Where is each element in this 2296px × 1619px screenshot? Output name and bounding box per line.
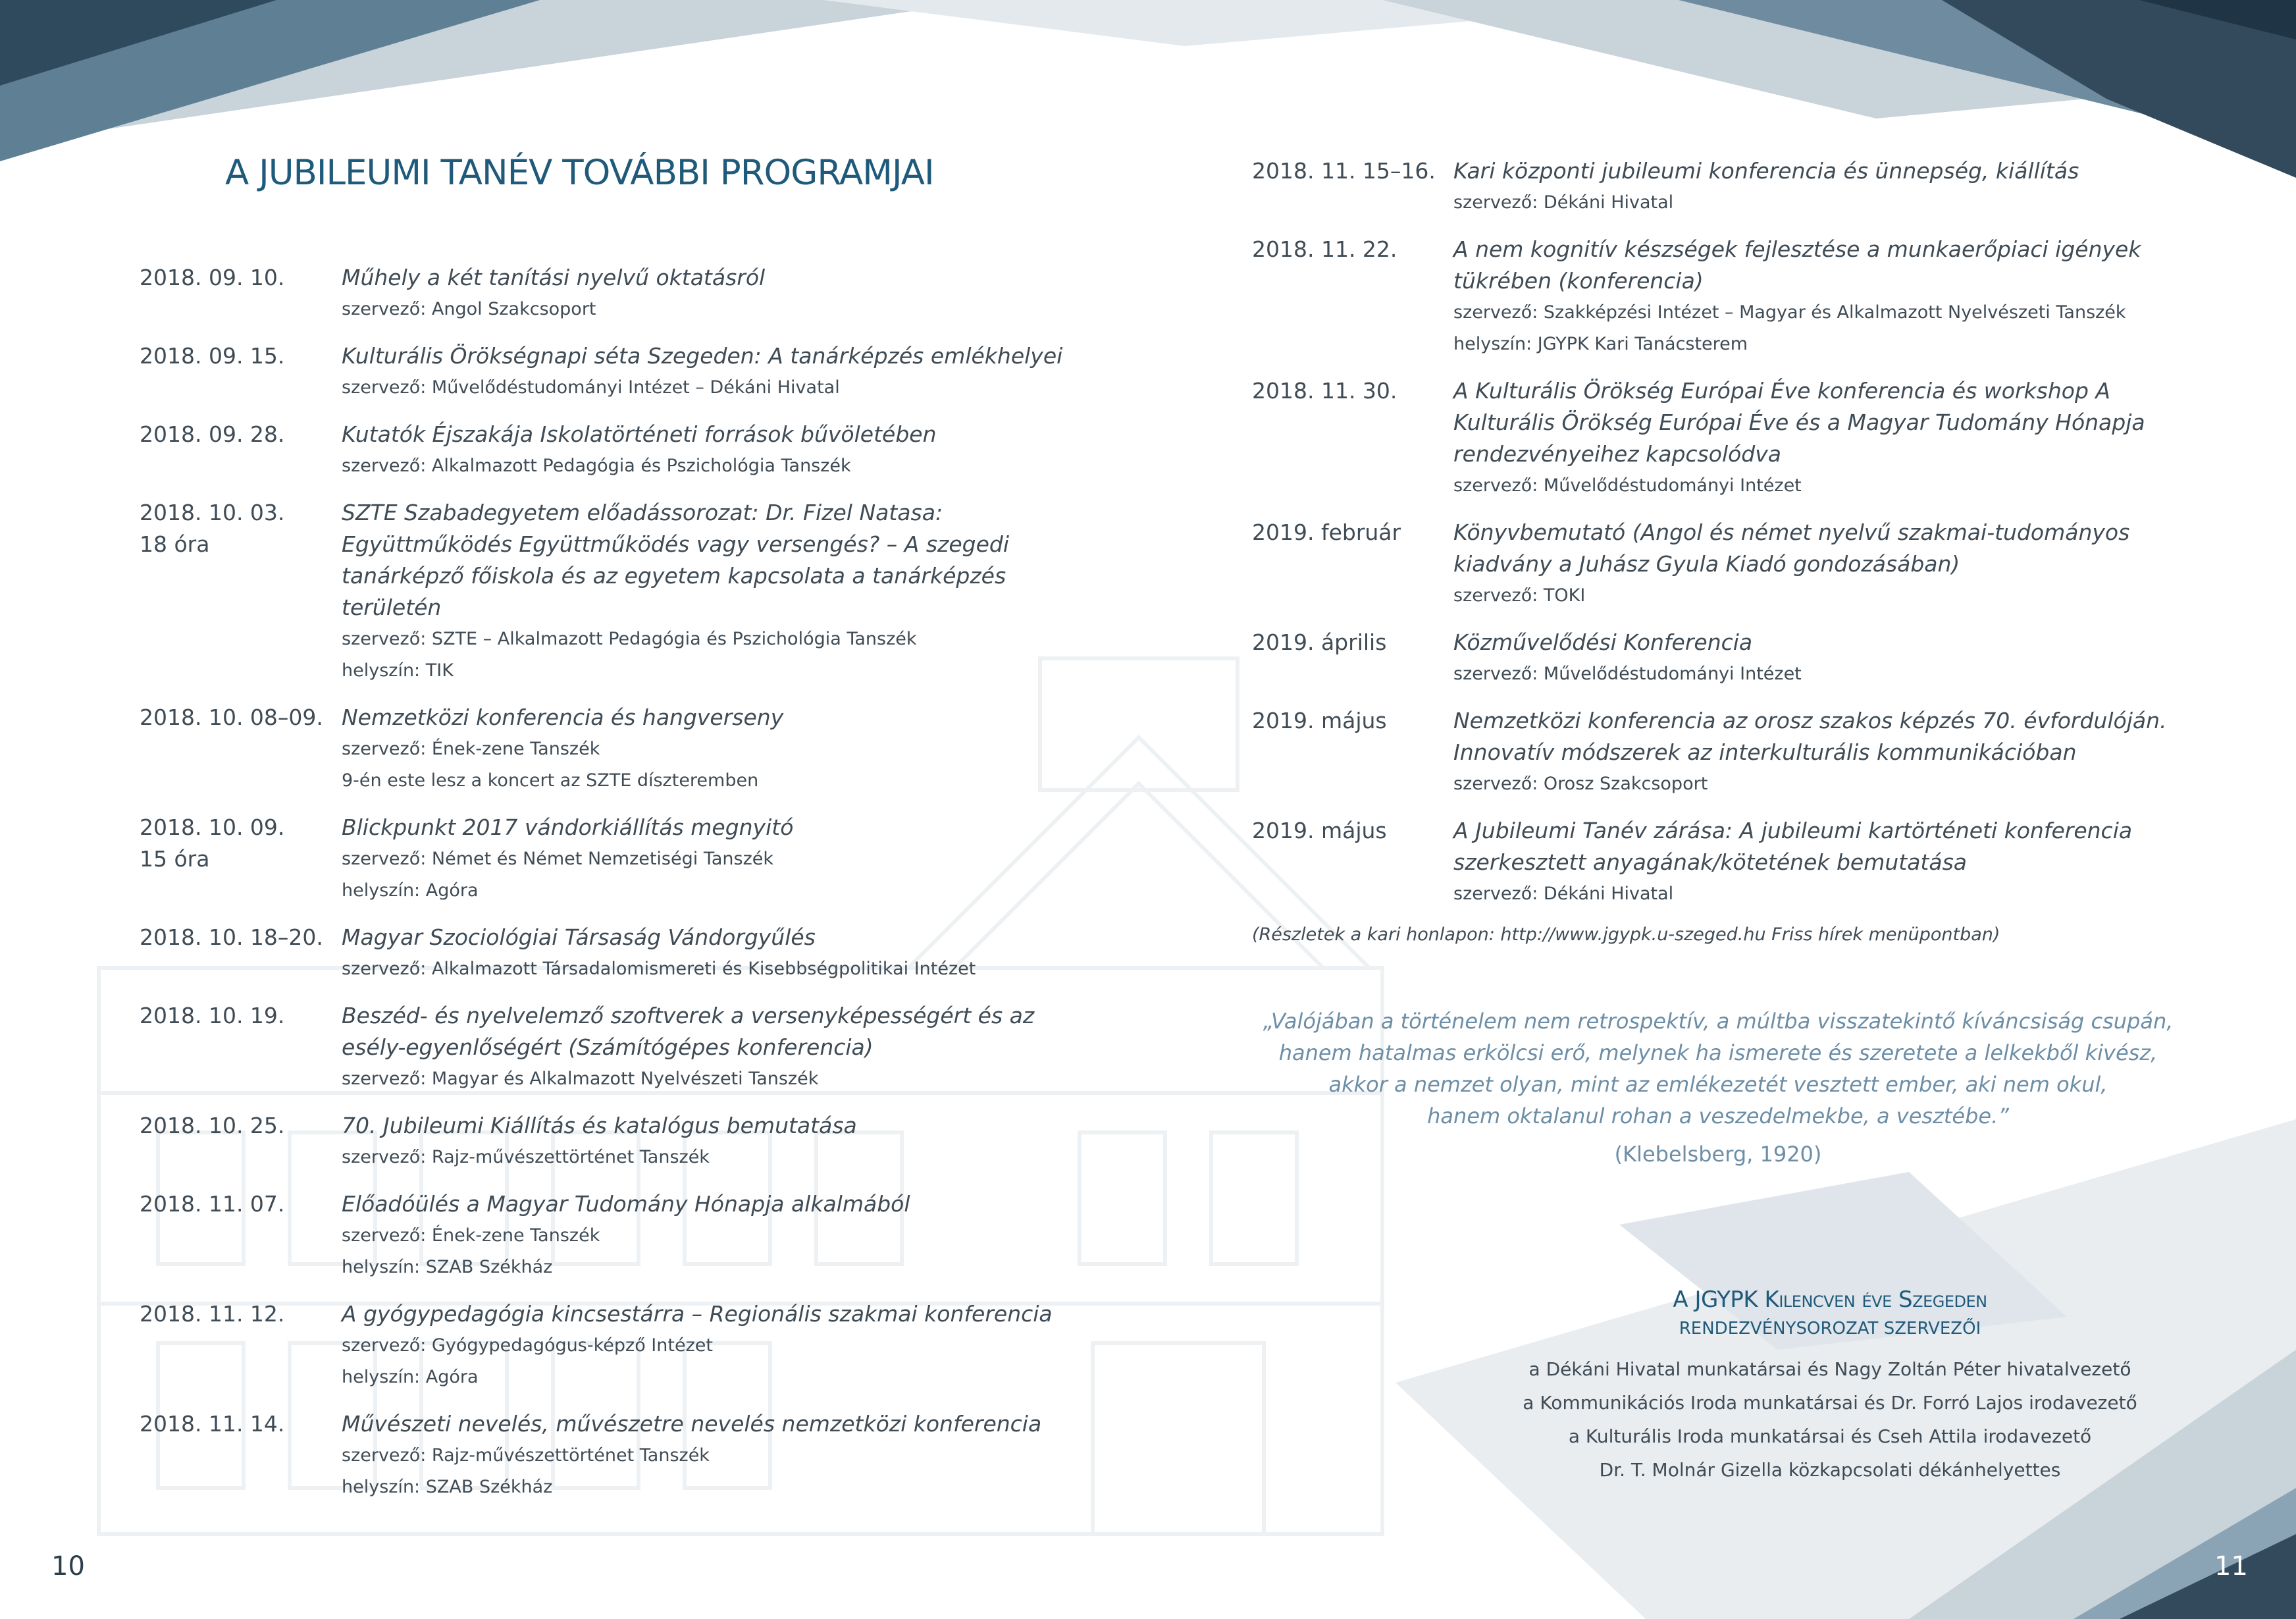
event-item <box>140 702 1074 797</box>
event-item <box>140 340 1074 404</box>
right-event-list <box>1252 155 2174 925</box>
event-title: Blickpunkt 2017 vándorkiállítás megnyitó <box>342 814 794 840</box>
quote-line: „Valójában a történelem nem retrospektív, a múltba visszatekintő kíváncsiság csupán, <box>1263 1009 2174 1034</box>
event-date-line: 2018. 10. 08–09. <box>140 704 323 730</box>
event-item <box>140 1408 1074 1503</box>
quote-source: (Klebelsberg, 1920) <box>1614 1142 1822 1167</box>
event-body <box>342 1298 1074 1393</box>
event-item <box>1252 705 2174 800</box>
event-body <box>1453 155 2174 219</box>
event-date <box>1252 627 1453 690</box>
event-item <box>140 262 1074 325</box>
event-date-line: 2019. február <box>1252 519 1401 545</box>
event-detail: szervező: Magyar és Alkalmazott Nyelvészeti Tanszék <box>342 1069 819 1089</box>
event-title: Előadóülés a Magyar Tudomány Hónapja alkalmából <box>342 1191 910 1217</box>
event-detail: szervező: Dékáni Hivatal <box>1453 884 1674 904</box>
quote-line: hanem oktalanul rohan a veszedelmekbe, a vesztébe.” <box>1427 1103 2009 1128</box>
event-date-line: 2018. 10. 03. <box>140 500 285 525</box>
event-item <box>1252 234 2174 360</box>
event-date <box>140 419 342 482</box>
event-date-line: 2018. 11. 30. <box>1252 378 1397 404</box>
organizer-line: a Dékáni Hivatal munkatársai és Nagy Zoltán Péter hivatalvezető <box>1528 1358 2131 1380</box>
event-body <box>1453 627 2174 690</box>
event-title: Könyvbemutató (Angol és német nyelvű szakmai-tudományos kiadvány a Juhász Gyula Kiadó gondozásában) <box>1453 519 2130 577</box>
event-title: A nem kognitív készségek fejlesztése a munkaerőpiaci igények tükrében (konferencia) <box>1453 236 2141 294</box>
event-date <box>140 1408 342 1503</box>
event-date-line: 2018. 11. 12. <box>140 1301 285 1327</box>
event-body <box>1453 517 2174 612</box>
event-title: Kari központi jubileumi konferencia és ünnepség, kiállítás <box>1453 158 2079 184</box>
event-item <box>1252 155 2174 219</box>
event-body <box>342 812 1074 907</box>
event-date-line: 18 óra <box>140 531 210 557</box>
event-date-line: 2018. 11. 15–16. <box>1252 158 1436 184</box>
event-date <box>1252 234 1453 360</box>
event-title: Művészeti nevelés, művészetre nevelés nemzetközi konferencia <box>342 1411 1042 1437</box>
organizer-line: Dr. T. Molnár Gizella közkapcsolati dékánhelyettes <box>1599 1459 2061 1481</box>
event-date <box>140 1110 342 1173</box>
event-detail: szervező: TOKI <box>1453 585 1586 606</box>
event-date-line: 2018. 11. 07. <box>140 1191 285 1217</box>
event-title: A Kulturális Örökség Európai Éve konferencia és workshop A Kulturális Örökség Európai Éve és a Magyar Tudomány Hónapja rendezvényeihez kapcsolódva <box>1453 378 2145 467</box>
event-date-line: 2018. 10. 18–20. <box>140 924 323 950</box>
event-detail: helyszín: TIK <box>342 660 454 681</box>
event-title: Magyar Szociológiai Társaság Vándorgyűlés <box>342 924 816 950</box>
event-date <box>140 262 342 325</box>
event-date <box>1252 155 1453 219</box>
event-detail: helyszín: SZAB Székház <box>342 1477 553 1497</box>
event-item <box>140 1110 1074 1173</box>
event-date-line: 2018. 09. 10. <box>140 265 285 290</box>
event-item <box>140 812 1074 907</box>
event-body <box>342 262 1074 325</box>
event-body <box>342 1110 1074 1173</box>
event-date <box>1252 517 1453 612</box>
page-number-left: 10 <box>51 1551 85 1581</box>
event-detail: szervező: Rajz-művészettörténet Tanszék <box>342 1445 710 1466</box>
event-date-line: 2018. 11. 14. <box>140 1411 285 1437</box>
event-detail: 9-én este lesz a koncert az SZTE díszteremben <box>342 770 759 791</box>
event-body <box>342 1000 1074 1095</box>
event-date <box>140 340 342 404</box>
event-title: Nemzetközi konferencia az orosz szakos képzés 70. évfordulóján. Innovatív módszerek az interkulturális kommunikációban <box>1453 708 2167 765</box>
event-title: Kulturális Örökségnapi séta Szegeden: A tanárképzés emlékhelyei <box>342 343 1063 369</box>
event-detail: szervező: Művelődéstudományi Intézet <box>1453 664 1802 684</box>
event-item <box>140 1000 1074 1095</box>
footnote: (Részletek a kari honlapon: http://www.jgypk.u-szeged.hu Friss hírek menüpontban) <box>1252 924 2000 945</box>
event-item <box>140 1298 1074 1393</box>
event-date-line: 2018. 10. 09. <box>140 814 285 840</box>
event-body <box>1453 705 2174 800</box>
event-title: 70. Jubileumi Kiállítás és katalógus bemutatása <box>342 1113 857 1138</box>
event-item <box>1252 517 2174 612</box>
left-event-list <box>140 262 1074 1518</box>
event-date <box>140 1000 342 1095</box>
event-title: A Jubileumi Tanév zárása: A jubileumi kartörténeti konferencia szerkesztett anyagának/kötetének bemutatása <box>1453 818 2133 875</box>
event-title: Kutatók Éjszakája Iskolatörténeti források bűvöletében <box>342 421 937 447</box>
organizers-block <box>1474 1284 2185 1487</box>
organizers-subheading: RENDEZVÉNYSOROZAT SZERVEZŐI <box>1679 1319 1981 1339</box>
event-item <box>140 497 1074 687</box>
event-date-line: 2018. 11. 22. <box>1252 236 1397 262</box>
event-detail: szervező: Alkalmazott Társadalomismereti és Kisebbségpolitikai Intézet <box>342 959 976 979</box>
event-date-line: 2018. 09. 28. <box>140 421 285 447</box>
event-date <box>140 1298 342 1393</box>
event-body <box>342 419 1074 482</box>
event-date <box>140 812 342 907</box>
event-date-line: 2018. 09. 15. <box>140 343 285 369</box>
event-detail: szervező: Művelődéstudományi Intézet <box>1453 475 1802 496</box>
event-detail: szervező: Ének-zene Tanszék <box>342 739 600 759</box>
event-body <box>342 497 1074 687</box>
event-item <box>1252 375 2174 502</box>
event-date <box>1252 815 1453 910</box>
quote-line: hanem hatalmas erkölcsi erő, melynek ha ismerete és szeretete a lelkekből kivész, <box>1278 1040 2158 1065</box>
quote-line: akkor a nemzet olyan, mint az emlékezetét vesztett ember, aki nem okul, <box>1328 1072 2108 1097</box>
event-detail: szervező: Orosz Szakcsoport <box>1453 774 1708 794</box>
event-detail: szervező: Angol Szakcsoport <box>342 299 596 319</box>
event-detail: helyszín: Agóra <box>342 1367 479 1387</box>
event-body <box>1453 815 2174 910</box>
page-title: A JUBILEUMI TANÉV TOVÁBBI PROGRAMJAI <box>225 153 934 193</box>
organizer-line: a Kulturális Iroda munkatársai és Cseh Attila irodavezető <box>1568 1425 2092 1447</box>
event-date <box>140 497 342 687</box>
event-detail: szervező: Dékáni Hivatal <box>1453 192 1674 213</box>
event-date <box>1252 705 1453 800</box>
event-item <box>1252 815 2174 910</box>
organizers-heading: A JGYPK Kilencven éve Szegeden <box>1673 1287 1987 1313</box>
event-detail: szervező: Német és Német Nemzetiségi Tanszék <box>342 849 774 869</box>
event-title: Nemzetközi konferencia és hangverseny <box>342 704 784 730</box>
event-detail: helyszín: SZAB Székház <box>342 1257 553 1277</box>
event-title: Közművelődési Konferencia <box>1453 629 1753 655</box>
event-detail: szervező: SZTE – Alkalmazott Pedagógia és Pszichológia Tanszék <box>342 629 917 649</box>
event-date-line: 2018. 10. 25. <box>140 1113 285 1138</box>
event-body <box>1453 234 2174 360</box>
event-item <box>140 419 1074 482</box>
event-date-line: 2018. 10. 19. <box>140 1003 285 1028</box>
event-item <box>1252 627 2174 690</box>
event-title: Műhely a két tanítási nyelvű oktatásról <box>342 265 766 290</box>
event-body <box>342 1188 1074 1283</box>
event-detail: szervező: Szakképzési Intézet – Magyar és Alkalmazott Nyelvészeti Tanszék <box>1453 302 2126 323</box>
event-date-line: 2019. május <box>1252 708 1387 733</box>
event-detail: helyszín: JGYPK Kari Tanácsterem <box>1453 334 1748 354</box>
event-title: SZTE Szabadegyetem előadássorozat: Dr. Fizel Natasa: Együttműködés Együttműködés vagy versengés? – A szegedi tanárképző főiskola és az egyetem kapcsolata a tanárképzés területén <box>342 500 1010 620</box>
event-detail: szervező: Ének-zene Tanszék <box>342 1225 600 1246</box>
event-detail: szervező: Alkalmazott Pedagógia és Pszichológia Tanszék <box>342 456 851 476</box>
page-number-right: 11 <box>2214 1551 2248 1581</box>
event-detail: helyszín: Agóra <box>342 880 479 901</box>
event-date <box>140 1188 342 1283</box>
event-body <box>1453 375 2174 502</box>
event-item <box>140 922 1074 985</box>
event-date <box>140 702 342 797</box>
event-detail: szervező: Művelődéstudományi Intézet – Dékáni Hivatal <box>342 377 840 398</box>
event-date-line: 15 óra <box>140 846 210 872</box>
event-title: Beszéd- és nyelvelemző szoftverek a versenyképességért és az esély-egyenlőségért (Számítógépes konferencia) <box>342 1003 1035 1060</box>
event-date <box>140 922 342 985</box>
event-detail: szervező: Gyógypedagógus-képző Intézet <box>342 1335 713 1356</box>
event-body <box>342 1408 1074 1503</box>
event-title: A gyógypedagógia kincsestárra – Regionális szakmai konferencia <box>342 1301 1053 1327</box>
event-body <box>342 922 1074 985</box>
event-date-line: 2019. április <box>1252 629 1387 655</box>
event-date-line: 2019. május <box>1252 818 1387 843</box>
event-date <box>1252 375 1453 502</box>
event-body <box>342 702 1074 797</box>
event-detail: szervező: Rajz-művészettörténet Tanszék <box>342 1147 710 1167</box>
event-body <box>342 340 1074 404</box>
quote-block <box>1244 1005 2192 1170</box>
organizer-line: a Kommunikációs Iroda munkatársai és Dr. Forró Lajos irodavezető <box>1523 1392 2137 1414</box>
event-item <box>140 1188 1074 1283</box>
